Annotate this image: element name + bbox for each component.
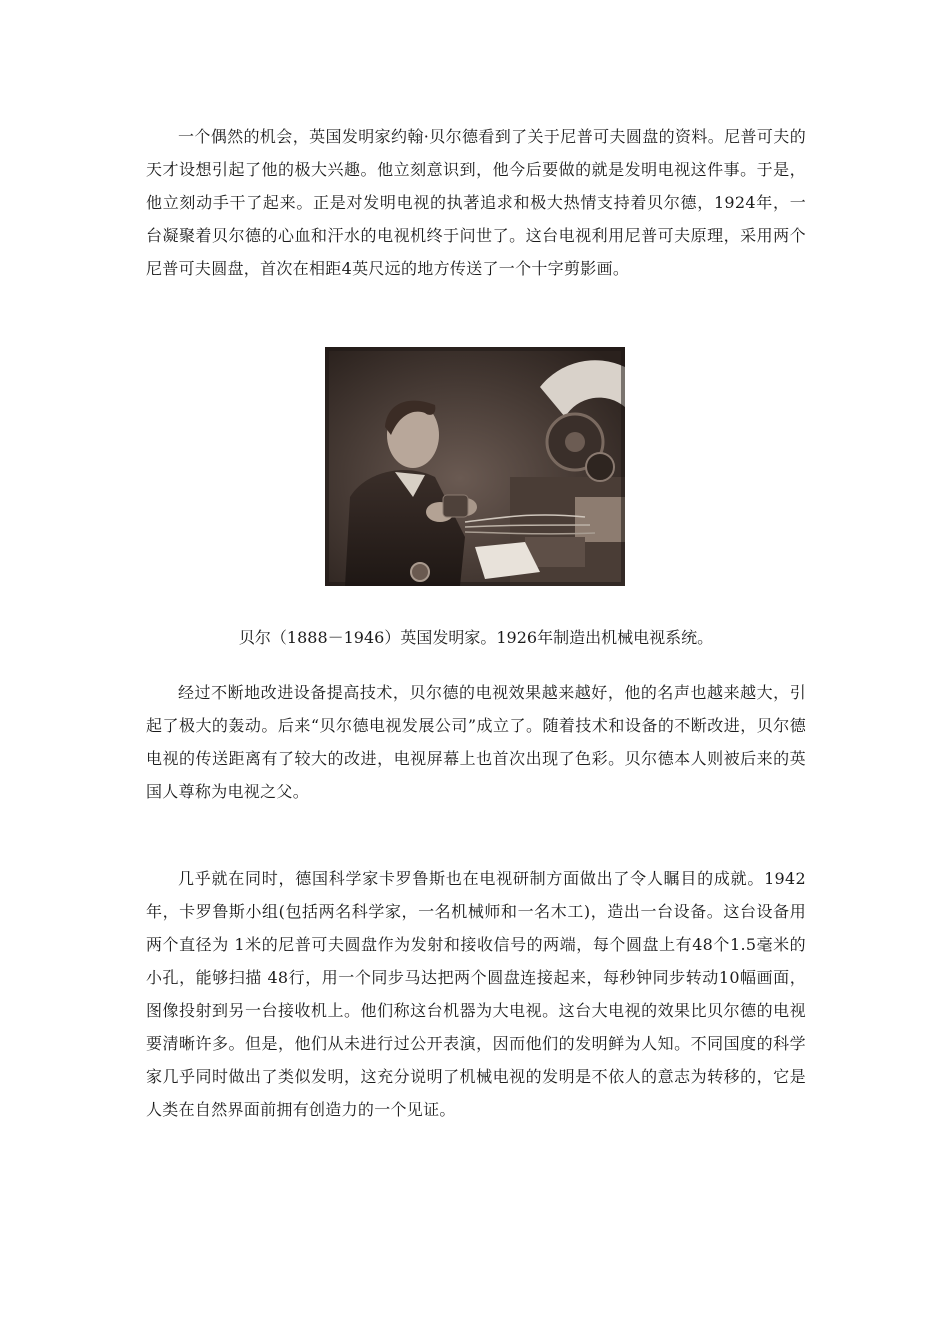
- paragraph-baird-company: 经过不断地改进设备提高技术，贝尔德的电视效果越来越好，他的名声也越来越大，引起了极大的轰动。后来“贝尔德电视发展公司”成立了。随着技术和设备的不断改进，贝尔德电视的传送距离有了较大的改进，电视屏幕上也首次出现了色彩。贝尔德本人则被后来的英国人尊称为电视之父。: [146, 683, 806, 801]
- paragraph-karolus: 几乎就在同时，德国科学家卡罗鲁斯也在电视研制方面做出了令人瞩目的成就。1942年，卡罗鲁斯小组(包括两名科学家，一名机械师和一名木工)，造出一台设备。这台设备用两个直径为 1米的尼普可夫圆盘作为发射和接收信号的两端，每个圆盘上有48个1.5毫米的小孔，能够扫描 48行，用一个同步马达把两个圆盘连接起来，每秒钟同步转动10幅画面，图像投射到另一台接收机上。他们称这台机器为大电视。这台大电视的效果比贝尔德的电视要清晰许多。但是，他们从未进行过公开表演，因而他们的发明鲜为人知。不同国度的科学家几乎同时做出了类似发明，这充分说明了机械电视的发明是不依人的意志为转移的，它是人类在自然界面前拥有创造力的一个见证。: [146, 869, 806, 1119]
- photo-baird-icon: [325, 347, 625, 586]
- photo-caption: 贝尔（1888－1946）英国发明家。1926年制造出机械电视系统。: [238, 628, 714, 647]
- paragraph-baird-invention: 一个偶然的机会，英国发明家约翰·贝尔德看到了关于尼普可夫圆盘的资料。尼普可夫的天才设想引起了他的极大兴趣。他立刻意识到，他今后要做的就是发明电视这件事。于是，他立刻动手干了起来。正是对发明电视的执著追求和极大热情支持着贝尔德，1924年，一台凝聚着贝尔德的心血和汗水的电视机终于问世了。这台电视利用尼普可夫原理，采用两个尼普可夫圆盘，首次在相距4英尺远的地方传送了一个十字剪影画。: [146, 127, 806, 278]
